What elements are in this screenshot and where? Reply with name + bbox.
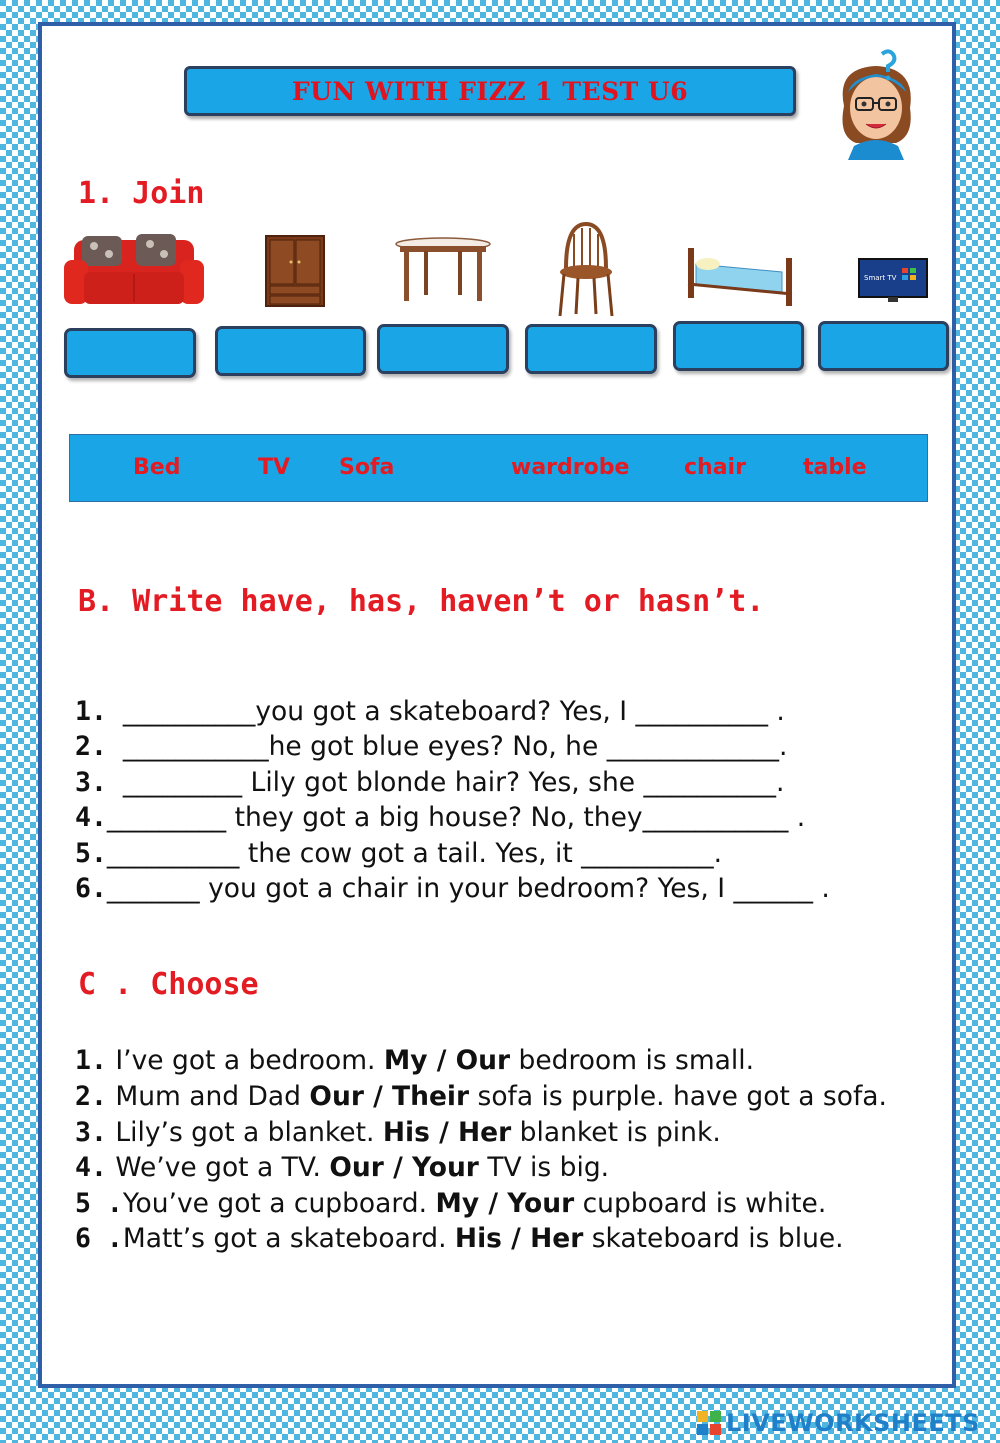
fill-in-item[interactable] xyxy=(75,731,787,762)
choice-options[interactable]: His / Her xyxy=(382,1117,512,1148)
worksheet-title: FUN WITH FIZZ 1 TEST U6 xyxy=(291,76,689,106)
choose-item[interactable] xyxy=(75,1188,826,1219)
fill-in-item[interactable] xyxy=(75,873,830,904)
item-text: bedroom is small. xyxy=(510,1045,755,1076)
item-number: 4. xyxy=(75,802,107,833)
table-picture xyxy=(394,236,492,302)
item-number: 6 . xyxy=(75,1223,123,1254)
item-text: _______ you got a chair in your bedroom? Yes, I ______ . xyxy=(106,873,830,904)
item-text: I’ve got a bedroom. xyxy=(106,1045,384,1076)
choose-item[interactable] xyxy=(75,1117,721,1148)
item-number: 3. xyxy=(75,767,123,798)
item-text: __________ the cow got a tail. Yes, it __________. xyxy=(106,838,723,869)
word-bank-item: table xyxy=(803,455,867,480)
word-bank-item: chair xyxy=(684,455,746,480)
choose-item[interactable] xyxy=(75,1081,887,1112)
fill-in-item[interactable] xyxy=(75,802,805,833)
item-number: 2. xyxy=(75,1081,107,1112)
liveworksheets-logo-icon xyxy=(696,1410,722,1436)
choose-item[interactable] xyxy=(75,1152,609,1183)
word-bank-item: TV xyxy=(258,455,291,480)
answer-box-table[interactable] xyxy=(377,324,509,374)
fill-in-item[interactable] xyxy=(75,767,784,798)
answer-box-sofa[interactable] xyxy=(64,328,196,378)
choice-options[interactable]: My / Your xyxy=(435,1188,575,1219)
section-a-heading: 1. Join xyxy=(78,176,205,211)
item-number: 3. xyxy=(75,1117,107,1148)
item-text: Mum and Dad xyxy=(106,1081,310,1112)
item-number: 5. xyxy=(75,838,107,869)
item-text: cupboard is white. xyxy=(574,1188,827,1219)
choice-options[interactable]: His / Her xyxy=(454,1223,584,1254)
word-bank-item: Bed xyxy=(133,455,181,480)
word-bank-item: wardrobe xyxy=(511,455,630,480)
item-number: 6. xyxy=(75,873,107,904)
choose-item[interactable] xyxy=(75,1045,754,1076)
liveworksheets-footer[interactable] xyxy=(696,1408,980,1438)
tv-screen-text: Smart TV xyxy=(864,274,897,282)
answer-box-bed[interactable] xyxy=(673,321,804,371)
bed-picture xyxy=(686,244,796,308)
item-text: Lily’s got a blanket. xyxy=(106,1117,383,1148)
item-number: 4. xyxy=(75,1152,107,1183)
answer-box-chair[interactable] xyxy=(525,324,657,374)
section-c-heading: C . Choose xyxy=(78,967,259,1002)
wardrobe-picture xyxy=(264,234,326,310)
liveworksheets-brand: LIVEWORKSHEETS xyxy=(726,1409,980,1437)
item-text: _________ they got a big house? No, they___________ . xyxy=(106,802,806,833)
item-number: 1. xyxy=(75,696,123,727)
item-text: skateboard is blue. xyxy=(583,1223,844,1254)
word-bank-item: Sofa xyxy=(339,455,395,480)
item-number: 1. xyxy=(75,1045,107,1076)
fill-in-item[interactable] xyxy=(75,838,722,869)
choice-options[interactable]: My / Our xyxy=(383,1045,511,1076)
sofa-picture xyxy=(64,232,204,310)
item-text: Matt’s got a skateboard. xyxy=(122,1223,455,1254)
item-text: We’ve got a TV. xyxy=(106,1152,330,1183)
chair-picture xyxy=(556,222,616,318)
answer-box-wardrobe[interactable] xyxy=(215,326,366,376)
teacher-avatar-icon xyxy=(826,48,926,160)
item-number: 2. xyxy=(75,731,123,762)
choice-options[interactable]: Our / Your xyxy=(329,1152,479,1183)
fill-in-item[interactable] xyxy=(75,696,785,727)
item-text: TV is big. xyxy=(478,1152,610,1183)
word-bank xyxy=(69,434,928,502)
choose-item[interactable] xyxy=(75,1223,844,1254)
item-text: blanket is pink. xyxy=(511,1117,721,1148)
section-b-heading: B. Write have, has, haven’t or hasn’t. xyxy=(78,584,765,619)
item-number: 5 . xyxy=(75,1188,123,1219)
item-text: ___________he got blue eyes? No, he _____________. xyxy=(122,731,788,762)
item-text: sofa is purple. have got a sofa. xyxy=(469,1081,887,1112)
item-text: __________you got a skateboard? Yes, I __________ . xyxy=(122,696,785,727)
item-text: _________ Lily got blonde hair? Yes, she __________. xyxy=(122,767,785,798)
choice-options[interactable]: Our / Their xyxy=(309,1081,470,1112)
answer-box-tv[interactable] xyxy=(818,321,949,371)
item-text: You’ve got a cupboard. xyxy=(122,1188,436,1219)
tv-picture xyxy=(858,258,928,304)
title-banner xyxy=(184,66,796,116)
